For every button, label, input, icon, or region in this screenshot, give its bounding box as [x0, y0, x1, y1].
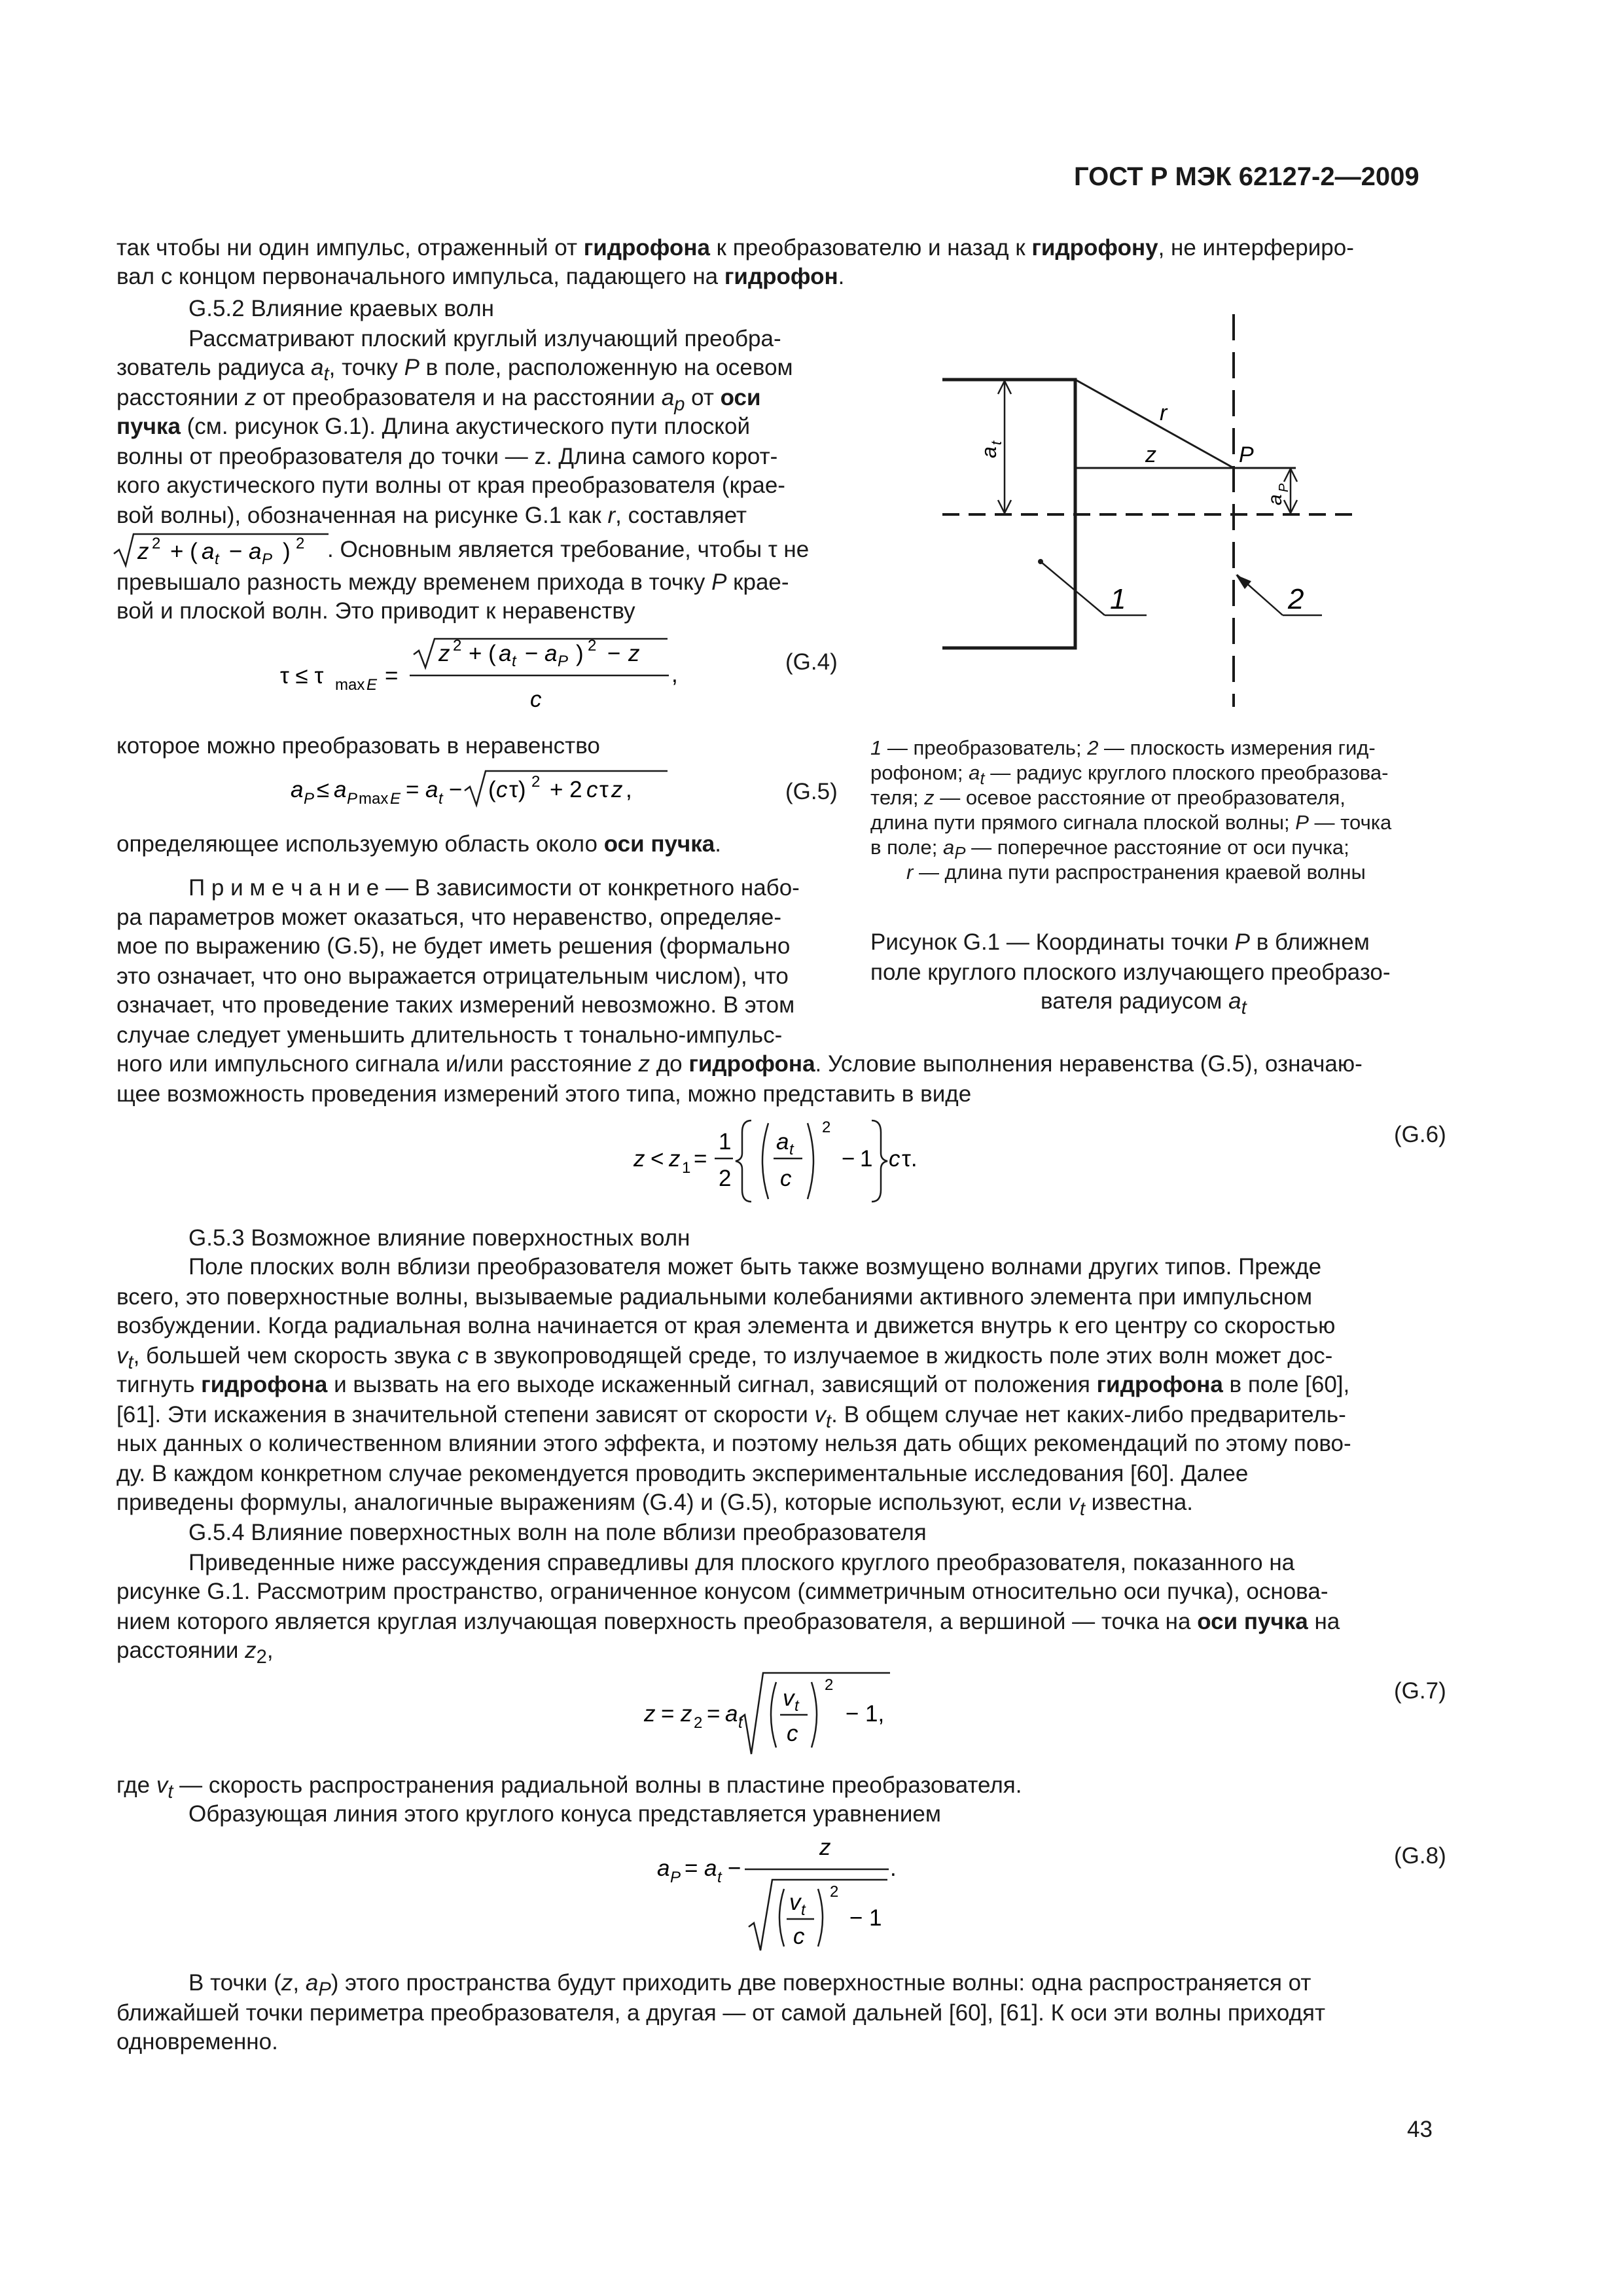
- figure-legend-line: r — длина пути распространения краевой волны: [906, 861, 1366, 884]
- svg-text:+ (: + (: [469, 641, 496, 666]
- svg-text:−: −: [728, 1856, 741, 1881]
- svg-text:2: 2: [588, 637, 597, 655]
- svg-text:z: z: [611, 777, 623, 802]
- svg-text:+ (: + (: [170, 539, 198, 564]
- svg-text:a: a: [725, 1701, 738, 1727]
- figure-caption-line: Рисунок G.1 — Координаты точки P в ближнем: [870, 929, 1370, 955]
- figure-g1-diagram: [903, 308, 1427, 726]
- svg-text:1: 1: [860, 1146, 873, 1172]
- final-line: В точки (z, $a_P$) этого пространства будут приходить две поверхностные волны: одна распространяется от: [188, 1970, 1311, 2000]
- svg-text:=: =: [385, 663, 399, 689]
- figure-legend-line: рофоном; $a_t$ — радиус круглого плоского преобразова-: [870, 761, 1389, 789]
- svg-text:a: a: [1264, 494, 1286, 505]
- svg-text:t: t: [512, 653, 516, 670]
- g53-line: тигнуть гидрофона и вызвать на его выходе искаженный сигнал, зависящий от положения гидрофона в поле [60],: [116, 1372, 1350, 1397]
- svg-text:(: (: [488, 777, 496, 802]
- note-line: ра параметров может оказаться, что неравенство, определяе-: [116, 905, 782, 930]
- svg-text:,: ,: [671, 662, 678, 687]
- svg-text:c: c: [586, 777, 598, 802]
- svg-text:E: E: [390, 790, 401, 808]
- figure-caption-line: вателя радиусом $a_t$: [1041, 988, 1247, 1018]
- svg-text:c: c: [780, 1166, 792, 1191]
- g54-cone-line: Образующая линия этого круглого конуса представляется уравнением: [188, 1801, 941, 1827]
- svg-text:t: t: [988, 440, 1005, 445]
- svg-text:c: c: [530, 687, 542, 712]
- svg-text:P: P: [304, 790, 315, 808]
- g52-after-sqrt: . Основным является требование, чтобы τ не: [327, 537, 810, 562]
- g54-line: рисунке G.1. Рассмотрим пространство, ограниченное конусом (симметричным относительно оси пучка), основа-: [116, 1579, 1329, 1604]
- note-line-full: щее возможность проведения измерений этого типа, можно представить в виде: [116, 1081, 972, 1107]
- svg-text:−: −: [846, 1701, 859, 1727]
- svg-text:τ): τ): [509, 777, 526, 802]
- g53-line: возбуждении. Когда радиальная волна начинается от края элемента и движется внутрь к его центру со скоростью: [116, 1313, 1336, 1338]
- g52-line: превышало разность между временем прихода в точку P крае-: [116, 569, 789, 595]
- svg-text:max: max: [359, 790, 389, 808]
- svg-text:τ.: τ.: [902, 1146, 918, 1172]
- svg-text:τ ≤ τ: τ ≤ τ: [280, 663, 324, 689]
- svg-text:2: 2: [453, 637, 462, 655]
- svg-text:−: −: [607, 641, 621, 666]
- g52-line: Рассматривают плоский круглый излучающий преобра-: [188, 326, 781, 351]
- svg-text:z: z: [681, 1701, 692, 1727]
- equation-number-g6: (G.6): [1394, 1122, 1446, 1147]
- page-number: 43: [1407, 2117, 1433, 2142]
- svg-text:=: =: [707, 1701, 721, 1727]
- svg-text:P: P: [262, 550, 273, 568]
- equation-number-g7: (G.7): [1394, 1678, 1446, 1704]
- svg-text:z: z: [669, 1146, 681, 1172]
- equation-number-g8: (G.8): [1394, 1843, 1446, 1869]
- equation-number-g5: (G.5): [785, 779, 838, 804]
- svg-text:1: 1: [682, 1159, 691, 1177]
- svg-text:E: E: [366, 676, 378, 694]
- figure-legend-line: в поле; $a_P$ — поперечное расстояние от оси пучка;: [870, 836, 1349, 863]
- g52-line: вой и плоской волн. Это приводит к неравенству: [116, 598, 635, 624]
- figure-legend-line: 1 — преобразователь; 2 — плоскость измерения гид-: [870, 736, 1376, 759]
- svg-text:τ: τ: [599, 777, 609, 802]
- svg-text:t: t: [717, 1869, 722, 1886]
- svg-text:t: t: [438, 790, 443, 808]
- svg-text:2: 2: [296, 535, 305, 552]
- svg-text:1: 1: [869, 1905, 882, 1931]
- g53-line: всего, это поверхностные волны, вызываемые радиальными колебаниями активного элемента при импульсном: [116, 1284, 1313, 1310]
- inline-sqrt-formula: [111, 530, 334, 569]
- g52-line: вой волны), обозначенная на рисунке G.1 как r, составляет: [116, 503, 747, 528]
- svg-text:v: v: [789, 1890, 801, 1915]
- svg-text:a: a: [425, 777, 438, 802]
- svg-text:z: z: [633, 1146, 645, 1172]
- equation-g8: [654, 1829, 929, 1953]
- svg-text:a: a: [776, 1129, 789, 1155]
- svg-text:−: −: [229, 539, 243, 564]
- svg-text:a: a: [202, 539, 215, 564]
- figure-legend-line: длина пути прямого сигнала плоской волны; P — точка: [870, 811, 1392, 834]
- figure-legend-line: теля; z — осевое расстояние от преобразователя,: [870, 786, 1346, 809]
- section-heading-g53: G.5.3 Возможное влияние поверхностных волн: [188, 1225, 690, 1251]
- svg-text:P: P: [347, 790, 358, 808]
- svg-text:=: =: [661, 1701, 675, 1727]
- g53-line: приведены формулы, аналогичные выражениям (G.4) и (G.5), которые используют, если $v_t$ известна.: [116, 1490, 1193, 1520]
- section-heading-g52: G.5.2 Влияние краевых волн: [188, 296, 494, 321]
- section-heading-g54: G.5.4 Влияние поверхностных волн на поле вблизи преобразователя: [188, 1520, 927, 1545]
- svg-text:2: 2: [694, 1714, 703, 1732]
- figure-caption-line: поле круглого плоского излучающего преобразо-: [870, 960, 1391, 985]
- svg-text:c: c: [496, 777, 508, 802]
- svg-text:=: =: [685, 1856, 698, 1881]
- svg-text:P: P: [1277, 483, 1291, 492]
- svg-text:2: 2: [719, 1166, 732, 1191]
- label-2: 2: [1288, 583, 1304, 615]
- svg-text:−: −: [525, 641, 539, 666]
- label-z: z: [1145, 442, 1156, 467]
- svg-text:−: −: [842, 1146, 855, 1172]
- svg-text:−: −: [449, 777, 463, 802]
- svg-text:a: a: [704, 1856, 717, 1881]
- svg-text:2: 2: [152, 535, 161, 552]
- g54-line: расстоянии $z_2$,: [116, 1638, 274, 1668]
- svg-text:2: 2: [830, 1883, 839, 1901]
- svg-text:t: t: [789, 1141, 794, 1158]
- svg-text:z: z: [628, 641, 640, 666]
- svg-text:a: a: [657, 1856, 670, 1881]
- equation-number-g4: (G.4): [785, 649, 838, 675]
- svg-text:z: z: [438, 641, 450, 666]
- g53-line: Поле плоских волн вблизи преобразователя может быть также возмущено волнами других типов. Прежде: [188, 1254, 1322, 1280]
- svg-text:c: c: [793, 1924, 805, 1949]
- g52-line: расстоянии z от преобразователя и на расстоянии $a_p$ от оси: [116, 385, 761, 415]
- svg-text:): ): [283, 539, 291, 564]
- svg-text:1: 1: [719, 1129, 732, 1155]
- svg-text:c: c: [787, 1721, 798, 1746]
- g52-line: пучка (см. рисунок G.1). Длина акустического пути плоской: [116, 414, 750, 439]
- g54-after-g7: где $v_t$ — скорость распространения радиальной волны в пластине преобразователя.: [116, 1772, 1022, 1803]
- svg-text:max: max: [335, 676, 365, 694]
- svg-text:P: P: [670, 1869, 681, 1886]
- equation-g7: [641, 1669, 916, 1761]
- svg-text:<: <: [651, 1146, 664, 1172]
- svg-text:c: c: [889, 1146, 901, 1172]
- svg-text:a: a: [499, 641, 512, 666]
- note-line: случае следует уменьшить длительность τ тонально-импульс-: [116, 1022, 783, 1048]
- svg-text:,: ,: [626, 777, 632, 802]
- svg-text:−: −: [849, 1905, 863, 1931]
- label-P: P: [1239, 442, 1254, 467]
- svg-text:.: .: [890, 1856, 897, 1881]
- note-line: означает, что проведение таких измерений невозможно. В этом: [116, 992, 795, 1018]
- g53-line: ду. В каждом конкретном случае рекомендуется проводить экспериментальные исследования [60]. Далее: [116, 1461, 1249, 1486]
- g53-line: ных данных о количественном влиянии этого эффекта, и поэтому нельзя дать общих рекомендаций по этому пово-: [116, 1431, 1351, 1456]
- note-line-full: ного или импульсного сигнала и/или расстояние z до гидрофона. Условие выполнения неравенства (G.5), означаю-: [116, 1051, 1363, 1077]
- svg-text:t: t: [738, 1714, 743, 1732]
- svg-text:): ): [576, 641, 584, 666]
- label-r: r: [1160, 401, 1168, 425]
- g52-line: волны от преобразователя до точки — z. Длина самого корот-: [116, 444, 778, 469]
- svg-text:v: v: [783, 1685, 794, 1711]
- svg-text:t: t: [215, 550, 219, 568]
- svg-text:t: t: [801, 1901, 806, 1919]
- g53-line: $v_t$, большей чем скорость звука c в звукопроводящей среде, то излучаемое в жидкость поле этих волн может дос-: [116, 1343, 1333, 1373]
- svg-text:a: a: [249, 539, 262, 564]
- equation-g4: [275, 635, 694, 720]
- svg-text:=: =: [406, 777, 419, 802]
- svg-text:1,: 1,: [865, 1701, 885, 1727]
- note-line: П р и м е ч а н и е — В зависимости от конкретного набо-: [188, 875, 800, 901]
- svg-text:a: a: [291, 777, 304, 802]
- g54-line: Приведенные ниже рассуждения справедливы для плоского круглого преобразователя, показанного на: [188, 1550, 1295, 1575]
- final-line: ближайшей точки периметра преобразователя, а другая — от самой дальней [60], [61]. К оси эти волны приходят: [116, 2000, 1326, 2026]
- svg-text:a: a: [544, 641, 558, 666]
- g5-intro: которое можно преобразовать в неравенство: [116, 733, 600, 759]
- g54-line: нием которого является круглая излучающая поверхность преобразователя, а вершиной — точка на оси пучка на: [116, 1609, 1340, 1634]
- label-1: 1: [1110, 583, 1126, 615]
- g53-line: [61]. Эти искажения в значительной степени зависят от скорости $v_t$. В общем случае нет каких-либо предваритель-: [116, 1402, 1346, 1432]
- g5-after: определяющее используемую область около оси пучка.: [116, 831, 721, 857]
- intro-line-2: вал с концом первоначального импульса, падающего на гидрофон.: [116, 264, 845, 289]
- svg-text:≤: ≤: [317, 777, 330, 802]
- note-line: это означает, что оно выражается отрицательным числом), что: [116, 963, 789, 989]
- svg-text:2: 2: [822, 1119, 831, 1136]
- svg-text:+ 2: + 2: [550, 777, 582, 802]
- g52-line: зователь радиуса $a_t$, точку P в поле, расположенную на осевом: [116, 355, 793, 385]
- svg-text:z: z: [137, 539, 149, 564]
- equation-g5: [288, 766, 694, 812]
- svg-text:a: a: [977, 446, 1001, 458]
- intro-line-1: так чтобы ни один импульс, отраженный от гидрофона к преобразователю и назад к гидрофону, не интерфериро-: [116, 235, 1354, 260]
- svg-text:2: 2: [825, 1676, 834, 1694]
- svg-text:=: =: [694, 1146, 707, 1172]
- svg-text:P: P: [558, 653, 569, 670]
- svg-text:a: a: [334, 777, 347, 802]
- standard-header: ГОСТ Р МЭК 62127-2—2009: [1074, 162, 1419, 191]
- svg-text:z: z: [644, 1701, 656, 1727]
- note-line: мое по выражению (G.5), не будет иметь решения (формально: [116, 933, 791, 959]
- svg-text:t: t: [794, 1697, 799, 1715]
- final-line: одновременно.: [116, 2029, 278, 2054]
- svg-text:z: z: [819, 1835, 831, 1860]
- svg-text:2: 2: [531, 773, 541, 791]
- g52-line: кого акустического пути волны от края преобразователя (крае-: [116, 473, 785, 498]
- equation-g6: [628, 1113, 942, 1211]
